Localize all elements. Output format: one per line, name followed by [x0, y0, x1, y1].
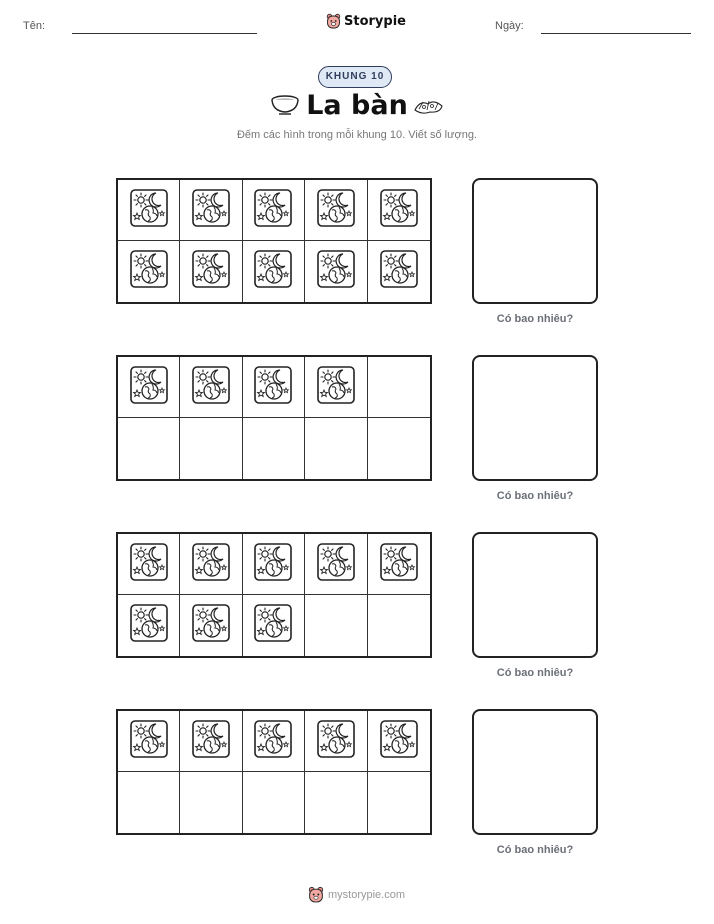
frame-cell [118, 534, 180, 595]
brand-name: Storypie [344, 13, 406, 29]
instructions: Đếm các hình trong mỗi khung 10. Viết số lượng. [236, 129, 477, 141]
frame-cell [368, 418, 430, 479]
worksheet-type-badge: KHUNG 10 [318, 66, 392, 88]
frame-cell [368, 772, 430, 833]
frame-cell [180, 357, 242, 418]
sun-moon-earth-icon [317, 250, 355, 293]
sun-moon-earth-icon [380, 189, 418, 232]
question-label-2: Có bao nhiêu? [496, 490, 574, 502]
sun-moon-earth-icon [130, 543, 168, 586]
frame-cell [180, 241, 242, 302]
frame-cell [368, 534, 430, 595]
frame-cell [368, 357, 430, 418]
frame-cell [368, 241, 430, 302]
frame-cell [180, 534, 242, 595]
sun-moon-earth-icon [192, 366, 230, 409]
frame-cell [368, 180, 430, 241]
page-title: La bàn [306, 90, 408, 121]
sun-moon-earth-icon [192, 543, 230, 586]
name-label: Tên: [23, 20, 46, 32]
frame-cell [180, 772, 242, 833]
frame-cell [305, 772, 367, 833]
sun-moon-earth-icon [380, 250, 418, 293]
frame-cell [180, 180, 242, 241]
bear-icon [308, 886, 324, 903]
sun-moon-earth-icon [130, 720, 168, 763]
answer-box-2[interactable] [472, 355, 598, 481]
sun-moon-earth-icon [380, 720, 418, 763]
frame-cell [243, 534, 305, 595]
sun-moon-earth-icon [317, 543, 355, 586]
frame-cell [305, 180, 367, 241]
question-label-3: Có bao nhiêu? [496, 667, 574, 679]
frame-cell [305, 595, 367, 656]
ten-frame-2 [116, 355, 432, 481]
frame-cell [305, 534, 367, 595]
compass-doodle-icon [412, 96, 446, 116]
frame-cell [243, 595, 305, 656]
frame-cell [243, 711, 305, 772]
sun-moon-earth-icon [130, 604, 168, 647]
answer-box-3[interactable] [472, 532, 598, 658]
sun-moon-earth-icon [317, 189, 355, 232]
frame-cell [118, 180, 180, 241]
ten-frame-1 [116, 178, 432, 304]
sun-moon-earth-icon [254, 604, 292, 647]
frame-cell [118, 418, 180, 479]
frame-cell [243, 180, 305, 241]
frame-cell [118, 595, 180, 656]
frame-cell [118, 357, 180, 418]
answer-box-4[interactable] [472, 709, 598, 835]
date-label: Ngày: [495, 20, 524, 32]
frame-cell [368, 595, 430, 656]
frame-cell [368, 711, 430, 772]
frame-cell [305, 241, 367, 302]
sun-moon-earth-icon [130, 366, 168, 409]
sun-moon-earth-icon [317, 366, 355, 409]
footer [308, 886, 405, 903]
date-line[interactable] [541, 33, 691, 34]
sun-moon-earth-icon [254, 720, 292, 763]
frame-cell [243, 418, 305, 479]
frame-cell [118, 772, 180, 833]
frame-cell [180, 418, 242, 479]
frame-cell [180, 595, 242, 656]
name-line[interactable] [72, 33, 257, 34]
frame-cell [243, 241, 305, 302]
brand-logo [326, 13, 406, 29]
sun-moon-earth-icon [317, 720, 355, 763]
answer-box-1[interactable] [472, 178, 598, 304]
frame-cell [243, 772, 305, 833]
frame-cell [118, 711, 180, 772]
frame-cell [118, 241, 180, 302]
sun-moon-earth-icon [192, 604, 230, 647]
sun-moon-earth-icon [254, 189, 292, 232]
frame-cell [305, 711, 367, 772]
question-label-1: Có bao nhiêu? [496, 313, 574, 325]
sun-moon-earth-icon [192, 189, 230, 232]
frame-cell [180, 711, 242, 772]
sun-moon-earth-icon [254, 543, 292, 586]
sun-moon-earth-icon [254, 250, 292, 293]
sun-moon-earth-icon [254, 366, 292, 409]
sun-moon-earth-icon [130, 189, 168, 232]
bear-icon [326, 13, 341, 29]
sun-moon-earth-icon [130, 250, 168, 293]
frame-cell [305, 418, 367, 479]
ten-frame-3 [116, 532, 432, 658]
sun-moon-earth-icon [192, 720, 230, 763]
sun-moon-earth-icon [380, 543, 418, 586]
sun-moon-earth-icon [192, 250, 230, 293]
frame-cell [305, 357, 367, 418]
question-label-4: Có bao nhiêu? [496, 844, 574, 856]
frame-cell [243, 357, 305, 418]
ten-frame-4 [116, 709, 432, 835]
footer-url: mystorypie.com [328, 888, 406, 901]
